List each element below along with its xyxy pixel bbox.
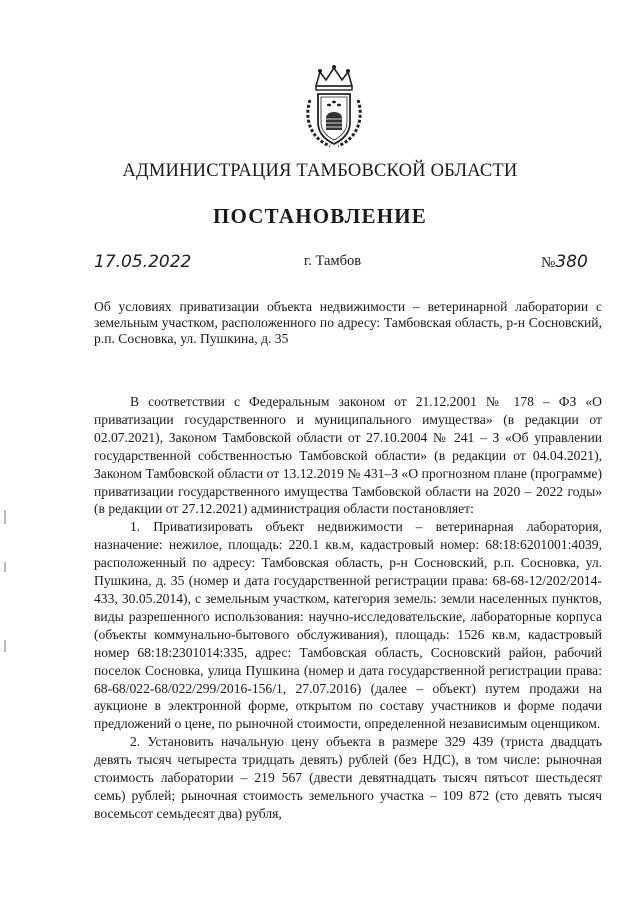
scan-margin-mark (4, 640, 6, 652)
coat-of-arms-emblem (302, 64, 366, 150)
scan-margin-mark (4, 562, 6, 572)
organization-name: АДМИНИСТРАЦИЯ ТАМБОВСКОЙ ОБЛАСТИ (122, 161, 518, 181)
clause-1-paragraph: 1. Приватизировать объект недвижимости – ветеринарная лаборатория, назначение: нежилое, площадь: 220.1 кв.м, кадастровый номер: 68:18:6201001:4039, расположенный по адресу: Тамбовская область, р-н Сосновский, р.п. Сосновка, ул. Пушкина, д. 35 (номер и дата государственной регистрации права: 68-68-12/202/2014-433, 30.05.2014), с земельным участком, категория земель: земли населенных пунктов, виды разрешенного использования: научно-исследовательские, лабораторные корпуса (объекты коммунально-бытового обслуживания), площадь: 1526 кв.м, кадастровый номер 68:18:2301014:335, адрес: Тамбовская область, Сосновский район, рабочий поселок Сосновка, улица Пушкина (номер и дата государственной регистрации права: 68-68/022-68/022/299/2016-156/1, 27.07.2016) (далее – объект) путем продажи на аукционе в электронной форме, открытом по составу участников и форме подачи предложений о цене, по рыночной стоимости, определенной независимым оценщиком. (94, 519, 602, 732)
clause-2-paragraph: 2. Установить начальную цену объекта в размере 329 439 (триста двадцать девять тысяч четыреста тридцать девять) рублей (без НДС), в том числе: рыночная стоимость лаборатории – 219 567 (двести девятнадцать тысяч пятьсот шестьдесят семь) рублей; рыночная стоимость земельного участка – 109 872 (сто девять тысяч восемьсот семьдесят два) рубля, (94, 734, 602, 821)
document-title: ПОСТАНОВЛЕНИЕ (212, 204, 428, 228)
scan-margin-mark (4, 510, 6, 524)
preamble-paragraph: В соответствии с Федеральным законом от 21.12.2001 № 178 – ФЗ «О приватизации государственного и муниципального имущества» (в редакции от 02.07.2021), Законом Тамбовской области от 27.10.2004 № 241 – З «Об управлении государственной собственностью Тамбовской области» (в редакции от 04.04.2021), Законом Тамбовской области от 13.12.2019 № 431–З «О прогнозном плане (программе) приватизации государственного имущества Тамбовской области на 2020 – 2022 годы» (в редакции от 27.12.2021) администрация области постановляет: (94, 394, 602, 517)
document-body (94, 393, 602, 823)
document-number (541, 252, 588, 272)
number-value: 380 (555, 252, 588, 272)
document-date: 17.05.2022 (94, 252, 192, 272)
document-subject: Об условиях приватизации объекта недвижимости – ветеринарной лаборатории с земельным участком, расположенного по адресу: Тамбовская область, р-н Сосновский, р.п. Сосновка, ул. Пушкина, д. 35 (94, 299, 602, 346)
document-city: г. Тамбов (303, 253, 362, 269)
number-prefix: № (541, 255, 556, 271)
